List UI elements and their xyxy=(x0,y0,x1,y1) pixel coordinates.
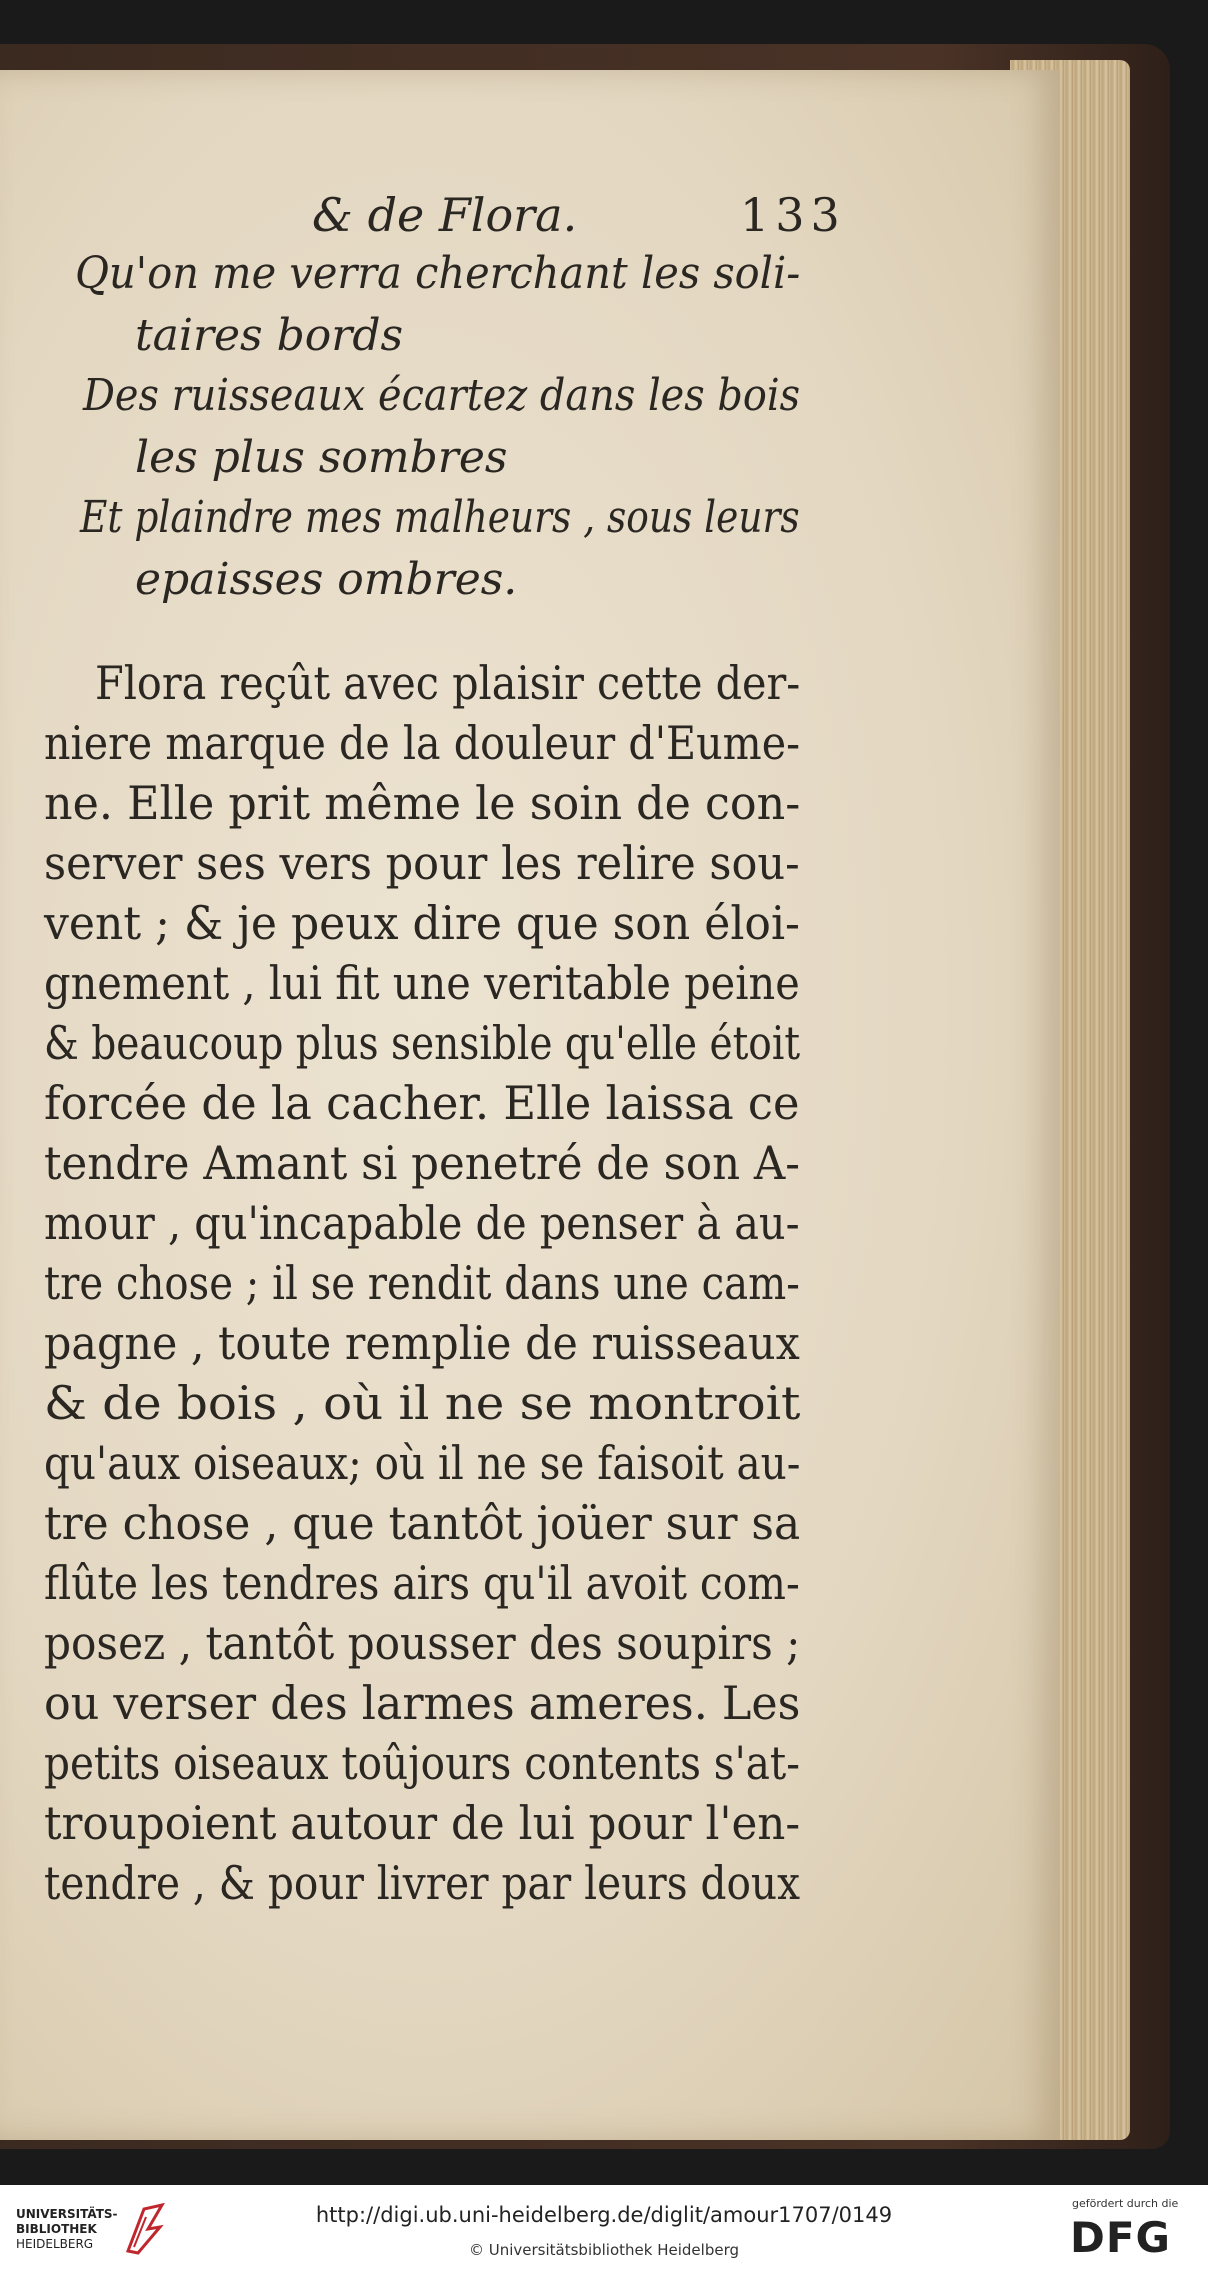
dfg-logo[interactable]: DFG xyxy=(1070,2213,1172,2262)
library-name-line1: UNIVERSITÄTS- xyxy=(16,2207,118,2221)
prose-line: pagne , toute remplie de ruisseaux xyxy=(44,1316,800,1370)
prose-line: gnement , lui fit une veritable peine xyxy=(44,956,800,1010)
verse-line: Et plaindre mes malheurs , sous leurs xyxy=(80,492,800,543)
prose-line: troupoient autour de lui pour l'en- xyxy=(44,1796,801,1850)
funding-label: gefördert durch die xyxy=(1072,2197,1179,2210)
prose-line: tre chose , que tantôt joüer sur sa xyxy=(44,1496,801,1550)
book-page xyxy=(0,70,1060,2140)
permalink-url[interactable]: http://digi.ub.uni-heidelberg.de/diglit/amour1707/0149 xyxy=(315,2203,893,2227)
library-name-line2: BIBLIOTHEK xyxy=(16,2222,97,2236)
running-title: & de Flora. xyxy=(312,188,578,242)
prose-line: & de bois , où il ne se montroit xyxy=(44,1376,801,1430)
prose-line: forcée de la cacher. Elle laissa ce xyxy=(44,1076,800,1130)
viewer-footer xyxy=(0,2185,1208,2272)
prose-line: mour , qu'incapable de penser à au- xyxy=(44,1196,800,1250)
verse-line: Qu'on me verra cherchant les soli- xyxy=(75,248,801,299)
copyright-notice: © Universitätsbibliothek Heidelberg xyxy=(468,2241,739,2259)
prose-line: tendre Amant si penetré de son A- xyxy=(44,1136,800,1190)
prose-line: ne. Elle prit même le soin de con- xyxy=(44,776,801,830)
prose-line: posez , tantôt pousser des soupirs ; xyxy=(44,1616,801,1670)
prose-line: server ses vers pour les relire sou- xyxy=(44,836,800,890)
prose-line: vent ; & je peux dire que son éloi- xyxy=(44,896,800,950)
verse-line: taires bords xyxy=(135,310,404,361)
page-number: 133 xyxy=(740,188,846,242)
prose-line: ou verser des larmes ameres. Les xyxy=(44,1676,801,1730)
prose-line: & beaucoup plus sensible qu'elle étoit xyxy=(44,1016,801,1070)
prose-line: tre chose ; il se rendit dans une cam- xyxy=(44,1256,800,1310)
verse-line: les plus sombres xyxy=(135,432,508,483)
prose-line: niere marque de la douleur d'Eume- xyxy=(44,716,801,770)
prose-line: Flora reçût avec plaisir cette der- xyxy=(95,656,801,710)
verse-line: epaisses ombres. xyxy=(135,554,518,605)
prose-line: petits oiseaux toûjours contents s'at- xyxy=(44,1736,800,1790)
verse-line: Des ruisseaux écartez dans les bois xyxy=(83,370,801,421)
prose-line: tendre , & pour livrer par leurs doux xyxy=(44,1856,801,1910)
prose-line: qu'aux oiseaux; où il ne se faisoit au- xyxy=(44,1436,801,1490)
library-name-line3: HEIDELBERG xyxy=(16,2237,94,2251)
prose-line: flûte les tendres airs qu'il avoit com- xyxy=(44,1556,800,1610)
